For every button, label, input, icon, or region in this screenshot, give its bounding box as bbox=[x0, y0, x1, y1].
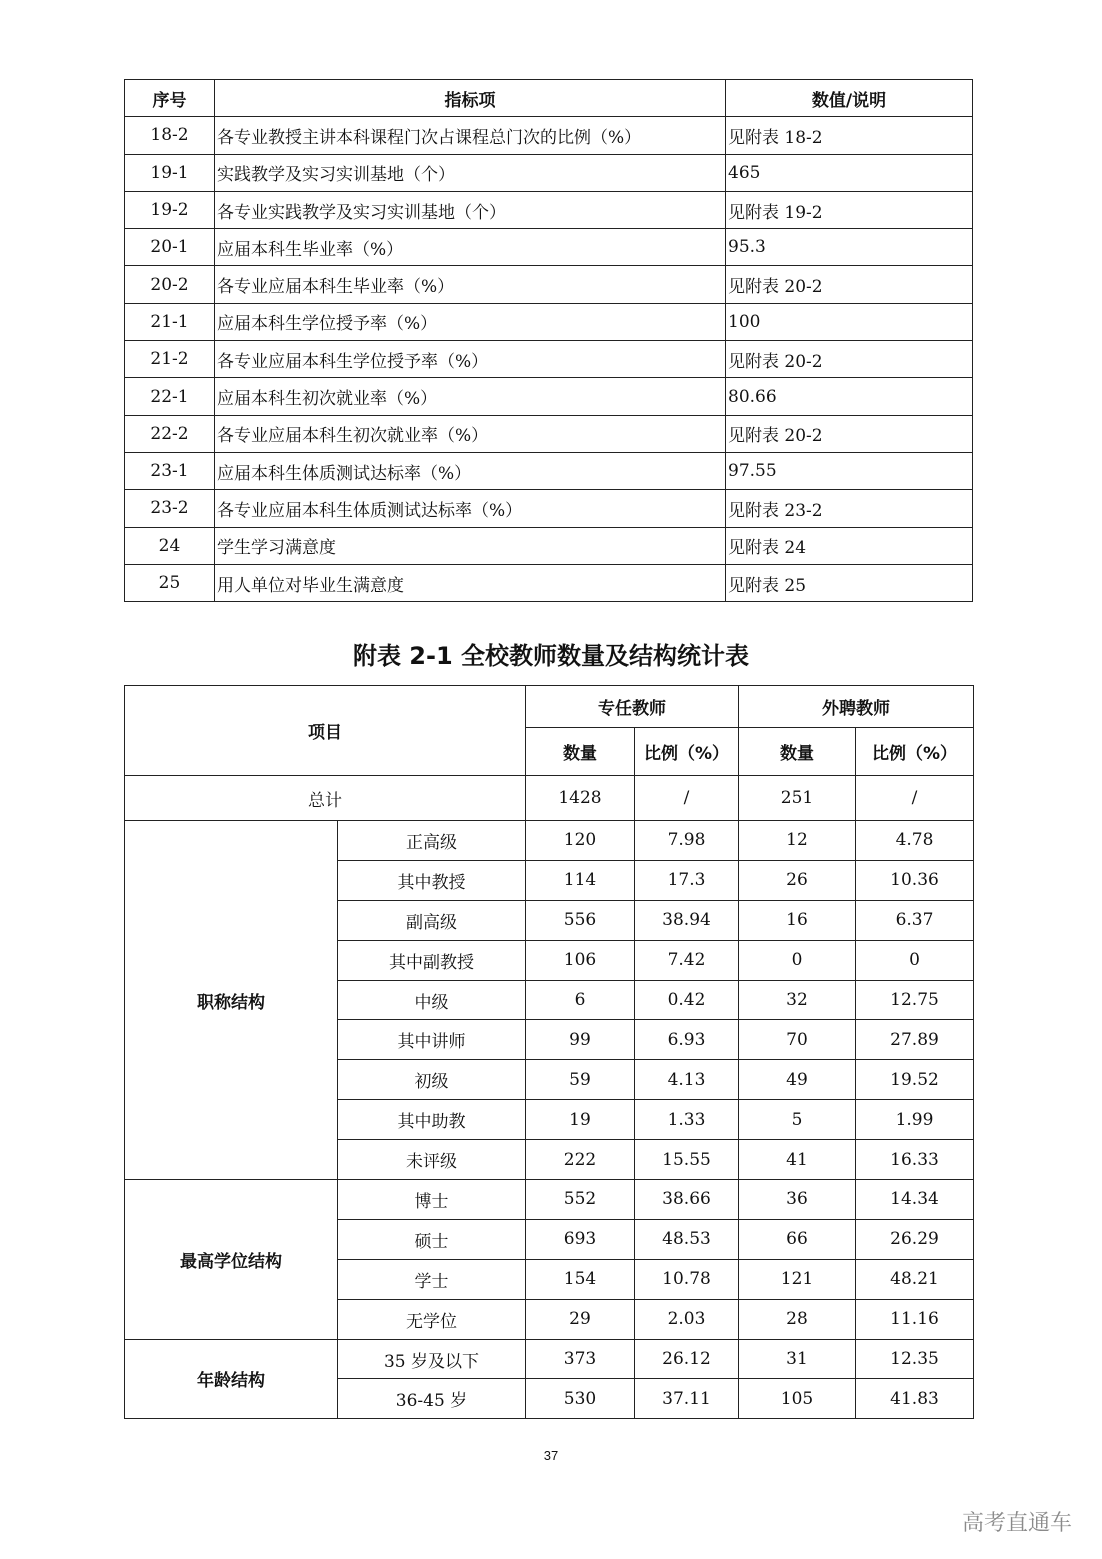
structure-ft-count: 6 bbox=[526, 980, 635, 1020]
structure-ex-count: 36 bbox=[739, 1180, 856, 1220]
structure-ex-ratio: 0 bbox=[856, 940, 974, 980]
page-number: 37 bbox=[543, 1448, 559, 1463]
structure-ex-ratio: 4.78 bbox=[856, 821, 974, 861]
indicator-item: 应届本科生初次就业率（%） bbox=[215, 378, 726, 415]
header-no: 序号 bbox=[125, 80, 215, 117]
structure-label: 正高级 bbox=[338, 821, 526, 861]
indicator-value: 95.3 bbox=[726, 229, 973, 266]
structure-label: 其中副教授 bbox=[338, 940, 526, 980]
total-ft-count: 1428 bbox=[526, 776, 635, 821]
indicator-no: 20-2 bbox=[125, 266, 215, 303]
indicator-row bbox=[125, 154, 973, 191]
indicator-row bbox=[125, 229, 973, 266]
structure-ft-ratio: 26.12 bbox=[635, 1339, 739, 1379]
header-ft-ratio: 比例（%） bbox=[635, 728, 739, 776]
structure-ex-count: 70 bbox=[739, 1020, 856, 1060]
indicator-no: 21-2 bbox=[125, 341, 215, 378]
total-ex-count: 251 bbox=[739, 776, 856, 821]
structure-row bbox=[125, 821, 974, 861]
structure-ft-count: 106 bbox=[526, 940, 635, 980]
header-fulltime-teachers: 专任教师 bbox=[526, 686, 739, 728]
structure-ex-ratio: 12.35 bbox=[856, 1339, 974, 1379]
structure-ex-ratio: 12.75 bbox=[856, 980, 974, 1020]
structure-ex-count: 0 bbox=[739, 940, 856, 980]
indicator-value: 465 bbox=[726, 154, 973, 191]
indicator-no: 19-2 bbox=[125, 191, 215, 228]
structure-ex-count: 31 bbox=[739, 1339, 856, 1379]
structure-ft-ratio: 48.53 bbox=[635, 1219, 739, 1259]
indicator-no: 19-1 bbox=[125, 154, 215, 191]
structure-ex-ratio: 19.52 bbox=[856, 1060, 974, 1100]
indicator-item: 用人单位对毕业生满意度 bbox=[215, 564, 726, 601]
structure-label: 35 岁及以下 bbox=[338, 1339, 526, 1379]
indicator-value: 见附表 23-2 bbox=[726, 490, 973, 527]
structure-label: 博士 bbox=[338, 1180, 526, 1220]
indicator-table bbox=[124, 79, 973, 602]
indicator-row bbox=[125, 564, 973, 601]
indicator-item: 应届本科生毕业率（%） bbox=[215, 229, 726, 266]
structure-group-label: 最高学位结构 bbox=[125, 1180, 338, 1340]
structure-ex-ratio: 10.36 bbox=[856, 860, 974, 900]
indicator-value: 见附表 20-2 bbox=[726, 415, 973, 452]
indicator-row bbox=[125, 303, 973, 340]
indicator-item: 各专业应届本科生学位授予率（%） bbox=[215, 341, 726, 378]
indicator-value: 见附表 24 bbox=[726, 527, 973, 564]
indicator-item: 学生学习满意度 bbox=[215, 527, 726, 564]
indicator-row bbox=[125, 527, 973, 564]
indicator-value: 见附表 19-2 bbox=[726, 191, 973, 228]
structure-ft-ratio: 38.94 bbox=[635, 900, 739, 940]
structure-ft-ratio: 17.3 bbox=[635, 860, 739, 900]
structure-label: 中级 bbox=[338, 980, 526, 1020]
teacher-structure-table bbox=[124, 685, 974, 1419]
structure-ft-count: 373 bbox=[526, 1339, 635, 1379]
structure-ex-count: 32 bbox=[739, 980, 856, 1020]
structure-ex-ratio: 14.34 bbox=[856, 1180, 974, 1220]
structure-label: 初级 bbox=[338, 1060, 526, 1100]
structure-ft-count: 59 bbox=[526, 1060, 635, 1100]
indicator-no: 22-1 bbox=[125, 378, 215, 415]
indicator-item: 各专业实践教学及实习实训基地（个） bbox=[215, 191, 726, 228]
structure-ft-count: 114 bbox=[526, 860, 635, 900]
structure-ft-count: 693 bbox=[526, 1219, 635, 1259]
indicator-row bbox=[125, 415, 973, 452]
header-ex-count: 数量 bbox=[739, 728, 856, 776]
indicator-item: 各专业应届本科生初次就业率（%） bbox=[215, 415, 726, 452]
structure-ft-ratio: 4.13 bbox=[635, 1060, 739, 1100]
structure-group-label: 职称结构 bbox=[125, 821, 338, 1180]
structure-ex-count: 5 bbox=[739, 1100, 856, 1140]
structure-ft-ratio: 7.42 bbox=[635, 940, 739, 980]
total-ex-ratio: / bbox=[856, 776, 974, 821]
header-ex-ratio: 比例（%） bbox=[856, 728, 974, 776]
indicator-no: 24 bbox=[125, 527, 215, 564]
structure-label: 学士 bbox=[338, 1259, 526, 1299]
structure-ex-ratio: 16.33 bbox=[856, 1140, 974, 1180]
structure-label: 36-45 岁 bbox=[338, 1379, 526, 1419]
structure-ft-count: 120 bbox=[526, 821, 635, 861]
structure-ex-count: 12 bbox=[739, 821, 856, 861]
indicator-row bbox=[125, 378, 973, 415]
indicator-item: 各专业教授主讲本科课程门次占课程总门次的比例（%） bbox=[215, 117, 726, 154]
indicator-table-header bbox=[125, 80, 973, 117]
indicator-no: 25 bbox=[125, 564, 215, 601]
indicator-no: 20-1 bbox=[125, 229, 215, 266]
indicator-no: 21-1 bbox=[125, 303, 215, 340]
structure-label: 无学位 bbox=[338, 1299, 526, 1339]
structure-ex-ratio: 11.16 bbox=[856, 1299, 974, 1339]
structure-ex-count: 49 bbox=[739, 1060, 856, 1100]
structure-ft-count: 19 bbox=[526, 1100, 635, 1140]
structure-ft-ratio: 1.33 bbox=[635, 1100, 739, 1140]
indicator-row bbox=[125, 117, 973, 154]
header-item: 指标项 bbox=[215, 80, 726, 117]
structure-ex-ratio: 6.37 bbox=[856, 900, 974, 940]
indicator-row bbox=[125, 490, 973, 527]
structure-ex-ratio: 41.83 bbox=[856, 1379, 974, 1419]
indicator-item: 应届本科生学位授予率（%） bbox=[215, 303, 726, 340]
structure-ft-ratio: 10.78 bbox=[635, 1259, 739, 1299]
indicator-item: 各专业应届本科生毕业率（%） bbox=[215, 266, 726, 303]
teacher-table-header-row-1 bbox=[125, 686, 974, 728]
indicator-no: 18-2 bbox=[125, 117, 215, 154]
structure-label: 副高级 bbox=[338, 900, 526, 940]
indicator-no: 23-2 bbox=[125, 490, 215, 527]
header-value: 数值/说明 bbox=[726, 80, 973, 117]
structure-ex-count: 105 bbox=[739, 1379, 856, 1419]
indicator-item: 各专业应届本科生体质测试达标率（%） bbox=[215, 490, 726, 527]
indicator-value: 97.55 bbox=[726, 452, 973, 489]
structure-ft-count: 222 bbox=[526, 1140, 635, 1180]
structure-label: 其中教授 bbox=[338, 860, 526, 900]
watermark: 高考直通车 bbox=[961, 1511, 1072, 1536]
indicator-value: 见附表 20-2 bbox=[726, 266, 973, 303]
total-label: 总计 bbox=[125, 776, 526, 821]
structure-group-label: 年龄结构 bbox=[125, 1339, 338, 1419]
structure-ft-ratio: 38.66 bbox=[635, 1180, 739, 1220]
indicator-value: 80.66 bbox=[726, 378, 973, 415]
structure-row bbox=[125, 1339, 974, 1379]
indicator-row bbox=[125, 191, 973, 228]
indicator-value: 见附表 18-2 bbox=[726, 117, 973, 154]
header-ft-count: 数量 bbox=[526, 728, 635, 776]
structure-ft-count: 552 bbox=[526, 1180, 635, 1220]
total-ft-ratio: / bbox=[635, 776, 739, 821]
indicator-row bbox=[125, 452, 973, 489]
structure-label: 其中助教 bbox=[338, 1100, 526, 1140]
indicator-item: 应届本科生体质测试达标率（%） bbox=[215, 452, 726, 489]
structure-ex-count: 66 bbox=[739, 1219, 856, 1259]
structure-ex-count: 26 bbox=[739, 860, 856, 900]
structure-ft-ratio: 6.93 bbox=[635, 1020, 739, 1060]
total-row bbox=[125, 776, 974, 821]
structure-ex-count: 28 bbox=[739, 1299, 856, 1339]
structure-label: 未评级 bbox=[338, 1140, 526, 1180]
structure-ft-count: 99 bbox=[526, 1020, 635, 1060]
indicator-value: 100 bbox=[726, 303, 973, 340]
indicator-value: 见附表 25 bbox=[726, 564, 973, 601]
structure-ft-count: 556 bbox=[526, 900, 635, 940]
structure-ex-count: 41 bbox=[739, 1140, 856, 1180]
structure-ft-ratio: 15.55 bbox=[635, 1140, 739, 1180]
structure-ex-ratio: 48.21 bbox=[856, 1259, 974, 1299]
indicator-item: 实践教学及实习实训基地（个） bbox=[215, 154, 726, 191]
indicator-row bbox=[125, 266, 973, 303]
indicator-no: 23-1 bbox=[125, 452, 215, 489]
structure-ex-count: 121 bbox=[739, 1259, 856, 1299]
structure-row bbox=[125, 1180, 974, 1220]
structure-ft-ratio: 0.42 bbox=[635, 980, 739, 1020]
teacher-table-title: 附表 2-1 全校教师数量及结构统计表 bbox=[352, 642, 750, 670]
structure-ex-ratio: 1.99 bbox=[856, 1100, 974, 1140]
structure-ex-ratio: 27.89 bbox=[856, 1020, 974, 1060]
structure-ft-ratio: 2.03 bbox=[635, 1299, 739, 1339]
indicator-value: 见附表 20-2 bbox=[726, 341, 973, 378]
structure-label: 硕士 bbox=[338, 1219, 526, 1259]
header-project: 项目 bbox=[125, 686, 526, 776]
structure-ex-count: 16 bbox=[739, 900, 856, 940]
structure-ft-ratio: 7.98 bbox=[635, 821, 739, 861]
indicator-no: 22-2 bbox=[125, 415, 215, 452]
structure-label: 其中讲师 bbox=[338, 1020, 526, 1060]
structure-ft-count: 530 bbox=[526, 1379, 635, 1419]
structure-ex-ratio: 26.29 bbox=[856, 1219, 974, 1259]
header-external-teachers: 外聘教师 bbox=[739, 686, 974, 728]
teacher-table-body bbox=[125, 776, 974, 1419]
indicator-table-body bbox=[125, 117, 973, 602]
structure-ft-count: 29 bbox=[526, 1299, 635, 1339]
indicator-row bbox=[125, 341, 973, 378]
structure-ft-count: 154 bbox=[526, 1259, 635, 1299]
structure-ft-ratio: 37.11 bbox=[635, 1379, 739, 1419]
